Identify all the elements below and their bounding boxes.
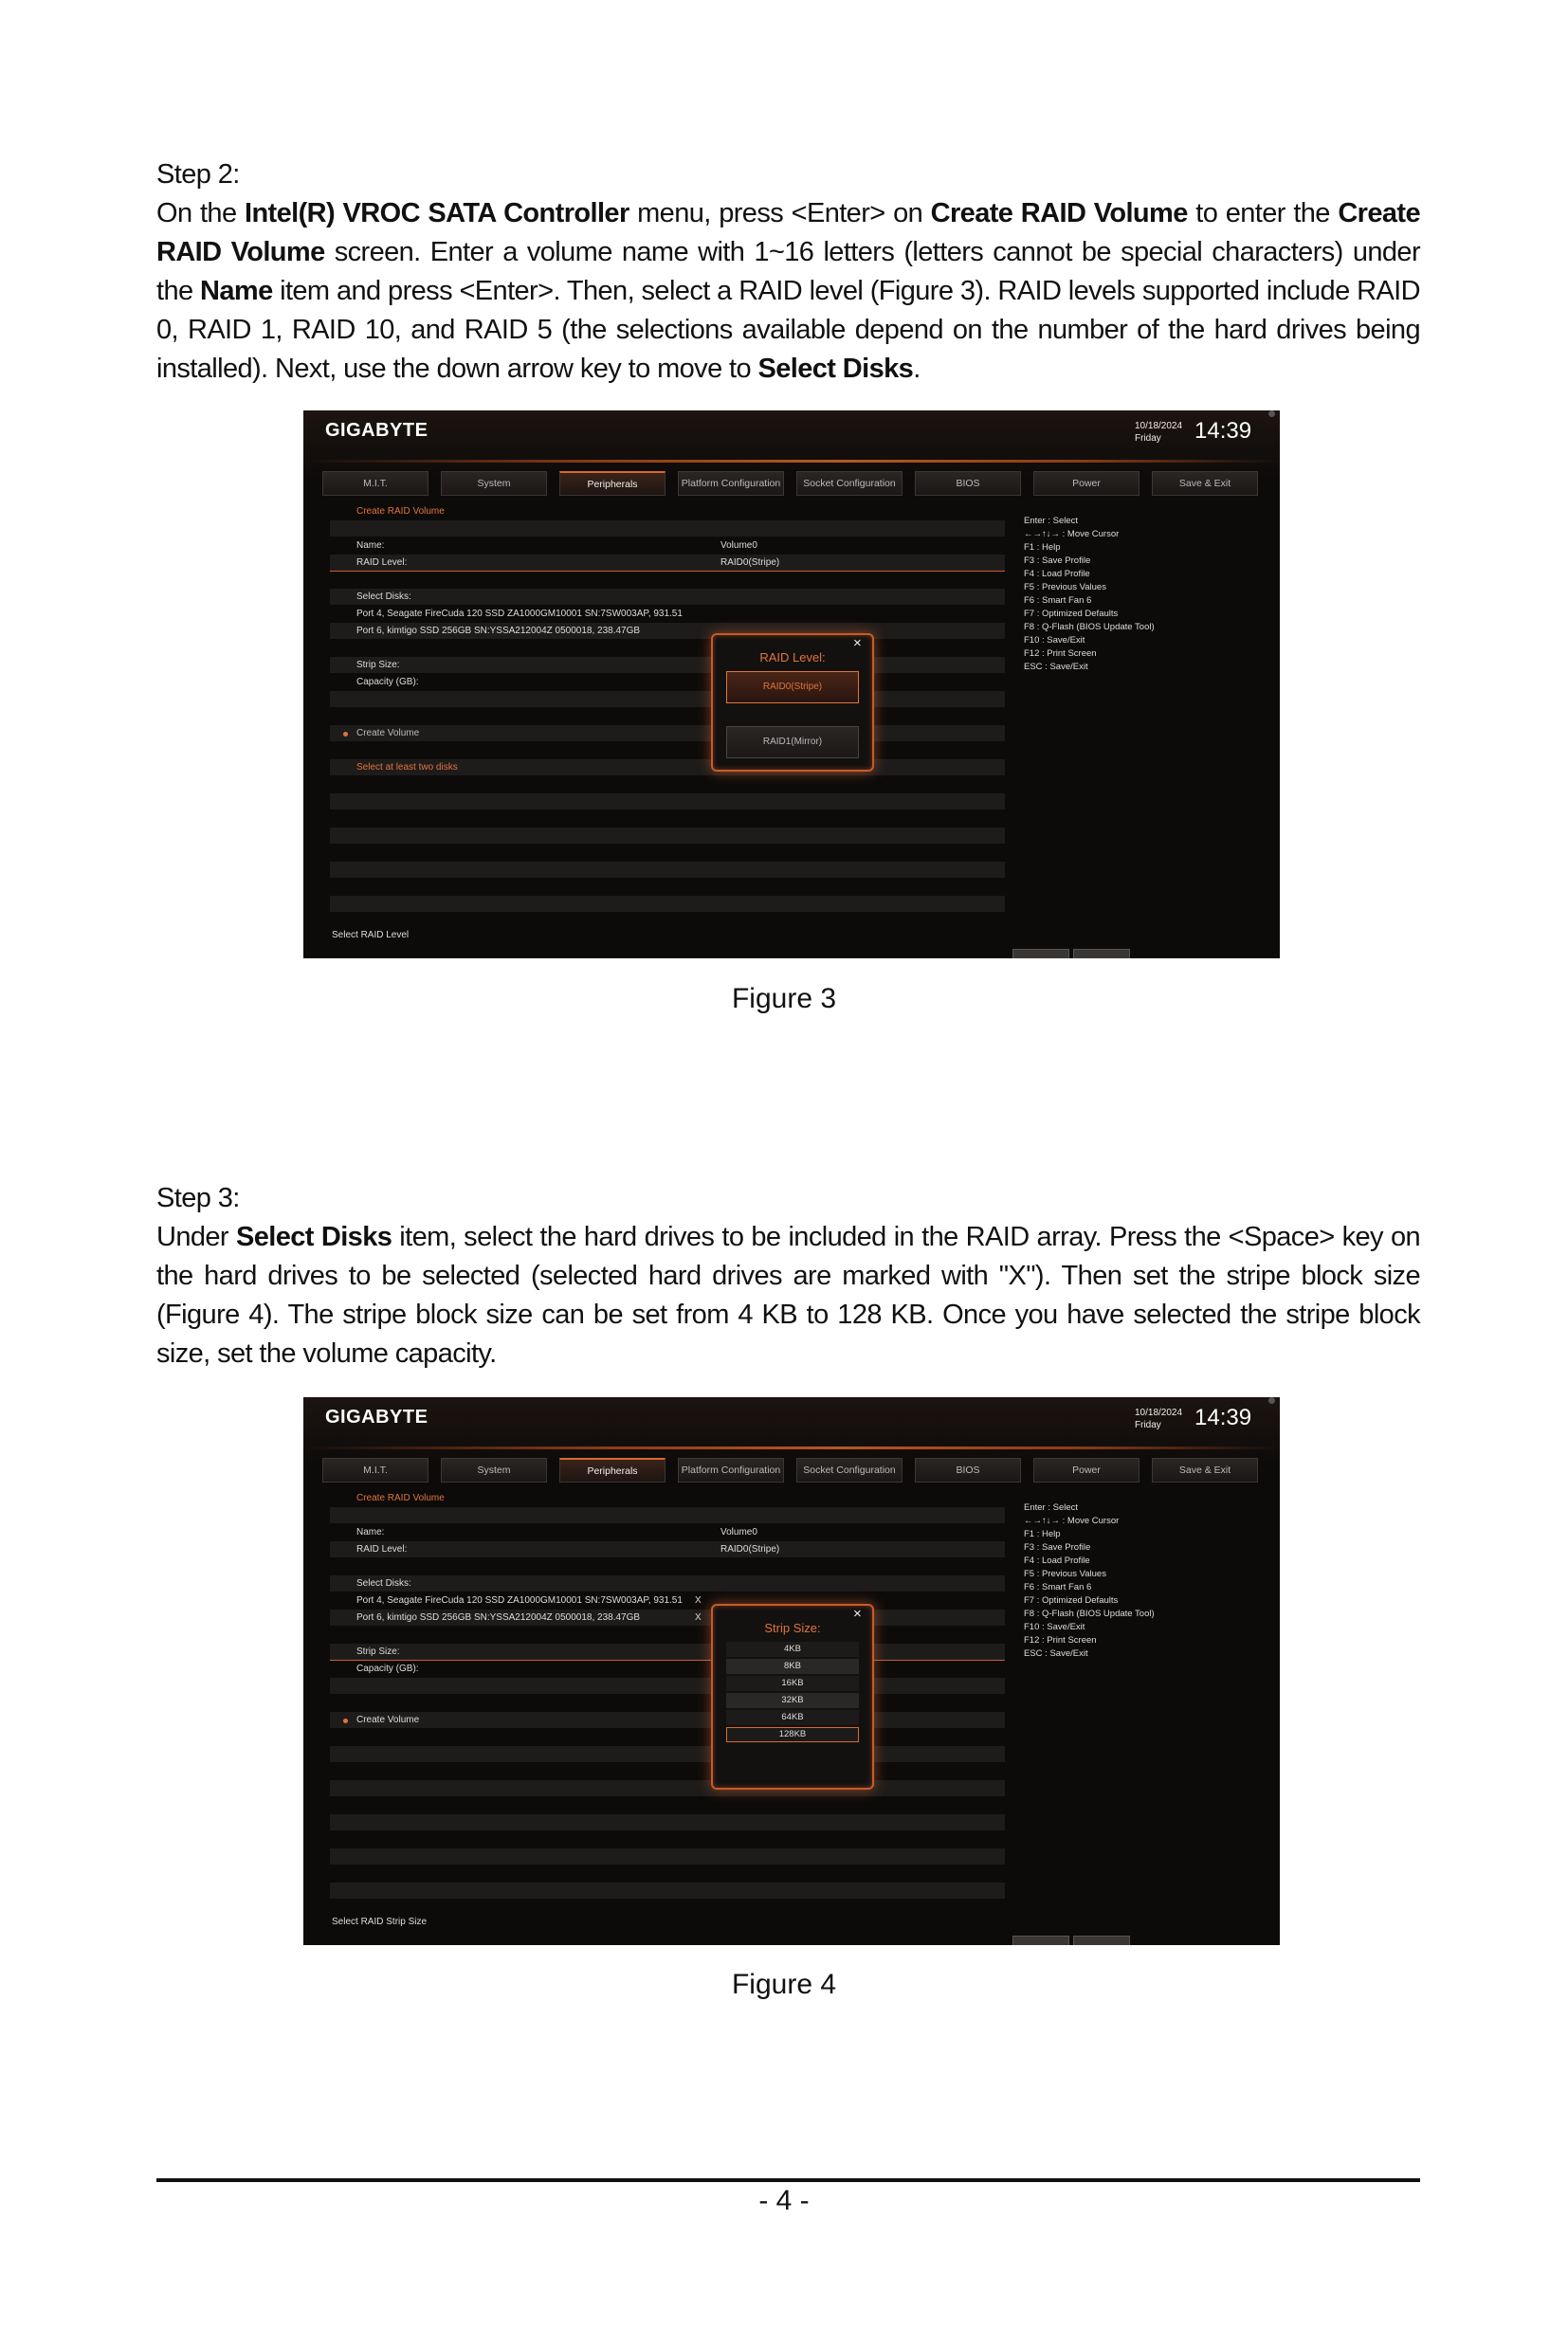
help-line: F10 : Save/Exit (1024, 635, 1085, 646)
row (330, 793, 1005, 810)
strip-size-label: Strip Size: (356, 1647, 400, 1657)
help-line: F8 : Q-Flash (BIOS Update Tool) (1024, 1609, 1155, 1619)
row (330, 589, 1005, 605)
create-volume-item[interactable]: Create Volume (356, 1715, 420, 1725)
page-heading: Create RAID Volume (356, 506, 445, 517)
settings-panel (330, 1490, 1005, 1928)
day: Friday (1135, 1420, 1161, 1430)
help-line: F5 : Previous Values (1024, 1569, 1106, 1579)
strip-size-label: Strip Size: (356, 660, 400, 670)
close-icon[interactable]: × (853, 1606, 862, 1622)
tab-power[interactable]: Power (1033, 471, 1140, 496)
tab-system[interactable]: System (441, 1458, 547, 1483)
text: . (913, 354, 921, 384)
tab-bar (322, 471, 1270, 496)
name-value[interactable]: Volume0 (720, 1527, 757, 1538)
raid-level-label: RAID Level: (356, 557, 408, 568)
help-line: Enter : Select (1024, 1502, 1079, 1513)
help-line: Enter : Select (1024, 516, 1079, 526)
help-line: F4 : Load Profile (1024, 1556, 1090, 1566)
row (330, 1883, 1005, 1899)
tab-peripherals[interactable]: Peripherals (559, 471, 665, 496)
status-text: Select RAID Strip Size (332, 1917, 428, 1927)
day: Friday (1135, 433, 1161, 444)
row (330, 1780, 1005, 1796)
help-line: F12 : Print Screen (1024, 648, 1097, 659)
text: item, select the hard drives to be included in the RAID array. Press the <Space> key on the hard drives to be selected (selected hard drives are marked with "X"). Then set the stripe block size (Figure 4). The stripe block size can be set from 4 KB to 128 KB. Once you have selected the stripe block size, set the volume capacity. (156, 1222, 1420, 1369)
disk-port6[interactable]: Port 6, kimtigo SSD 256GB SN:YSSA212004Z 0500018, 238.47GB (356, 626, 641, 636)
row (330, 1848, 1005, 1865)
page-number: - 4 - (758, 2185, 810, 2216)
option-raid0[interactable]: RAID0(Stripe) (726, 671, 859, 703)
clock: 14:39 (1194, 1405, 1252, 1430)
header-glow (303, 1397, 1280, 1464)
strip-option[interactable]: 4KB (726, 1642, 859, 1657)
raid-level-label: RAID Level: (356, 1544, 408, 1555)
row (330, 555, 1005, 572)
row (330, 1712, 1005, 1728)
help-line: F12 : Print Screen (1024, 1635, 1097, 1646)
row (330, 520, 1005, 537)
strip-option[interactable]: 32KB (726, 1693, 859, 1708)
tab-save-exit[interactable]: Save & Exit (1152, 1458, 1258, 1483)
popup-title: RAID Level: (759, 650, 826, 664)
page-heading: Create RAID Volume (356, 1493, 445, 1503)
warning-text: Select at least two disks (356, 762, 458, 773)
tab-peripherals[interactable]: Peripherals (559, 1458, 665, 1483)
bold-term: Name (200, 276, 273, 306)
help-line: ESC : Save/Exit (1024, 662, 1088, 672)
help-line: F1 : Help (1024, 1529, 1061, 1539)
tab-mit[interactable]: M.I.T. (322, 471, 428, 496)
strip-option[interactable]: 64KB (726, 1710, 859, 1725)
tab-system[interactable]: System (441, 471, 547, 496)
bold-term: Create RAID Volume (930, 198, 1188, 228)
disk-port4-mark: X (695, 1595, 702, 1606)
strip-option-selected[interactable]: 128KB (726, 1727, 859, 1742)
help-line: F7 : Optimized Defaults (1024, 609, 1119, 619)
help-line: ESC : Save/Exit (1024, 1648, 1088, 1659)
strip-option[interactable]: 8KB (726, 1659, 859, 1674)
bullet-icon (343, 1719, 348, 1723)
name-label: Name: (356, 1527, 385, 1538)
tab-bios[interactable]: BIOS (915, 471, 1021, 496)
row (330, 1814, 1005, 1830)
row (330, 862, 1005, 878)
smart-fan-button[interactable] (1012, 949, 1069, 958)
q-flash-button[interactable] (1073, 949, 1130, 958)
name-value[interactable]: Volume0 (720, 540, 757, 551)
option-raid1[interactable]: RAID1(Mirror) (726, 726, 859, 758)
header-accent-line (303, 460, 1280, 463)
status-dot (1268, 1397, 1275, 1404)
capacity-label: Capacity (GB): (356, 677, 419, 687)
help-line: ←→↑↓→ : Move Cursor (1024, 1516, 1120, 1526)
tab-platform-configuration[interactable]: Platform Configuration (678, 471, 784, 496)
step3-paragraph (156, 1179, 1420, 1374)
gigabyte-logo: GIGABYTE (325, 1407, 428, 1428)
strip-option[interactable]: 16KB (726, 1676, 859, 1691)
row (330, 1575, 1005, 1592)
row (330, 1541, 1005, 1557)
step2-paragraph (156, 155, 1420, 389)
help-line: F3 : Save Profile (1024, 1542, 1091, 1553)
tab-mit[interactable]: M.I.T. (322, 1458, 428, 1483)
tab-bios[interactable]: BIOS (915, 1458, 1021, 1483)
raid-level-value[interactable]: RAID0(Stripe) (720, 557, 780, 568)
help-line: F10 : Save/Exit (1024, 1622, 1085, 1632)
text: On the (156, 198, 245, 228)
row (330, 657, 1005, 673)
close-icon[interactable]: × (853, 635, 862, 651)
tab-platform-configuration[interactable]: Platform Configuration (678, 1458, 784, 1483)
disk-port4[interactable]: Port 4, Seagate FireCuda 120 SSD ZA1000GM10001 SN:7SW003AP, 931.51 (356, 1595, 683, 1606)
help-line: F6 : Smart Fan 6 (1024, 1582, 1092, 1592)
bold-term: Select Disks (236, 1222, 392, 1252)
help-line: ←→↑↓→ : Move Cursor (1024, 529, 1120, 539)
figure4-caption: Figure 4 (731, 1969, 837, 2000)
settings-panel (330, 503, 1005, 941)
bold-term: Select Disks (757, 354, 914, 384)
row (330, 1678, 1005, 1694)
create-volume-item[interactable]: Create Volume (356, 728, 420, 738)
row (330, 1507, 1005, 1523)
row (330, 1644, 1005, 1661)
help-line: F3 : Save Profile (1024, 555, 1091, 566)
help-line: F6 : Smart Fan 6 (1024, 595, 1092, 606)
text: Under (156, 1222, 237, 1252)
disk-port4[interactable]: Port 4, Seagate FireCuda 120 SSD ZA1000GM10001 SN:7SW003AP, 931.51 (356, 609, 683, 619)
row (330, 896, 1005, 912)
text: menu, press <Enter> on (629, 198, 931, 228)
header-glow (303, 410, 1280, 477)
status-dot (1268, 410, 1275, 417)
date-display (1135, 420, 1182, 445)
status-text: Select RAID Level (332, 930, 410, 940)
date: 10/18/2024 (1135, 421, 1183, 431)
figure4-bios-screenshot (303, 1397, 1280, 1945)
select-disks-label: Select Disks: (356, 1578, 411, 1589)
bold-term: Intel(R) VROC SATA Controller (244, 198, 629, 228)
row (330, 691, 1005, 707)
tab-socket-configuration[interactable]: Socket Configuration (796, 1458, 903, 1483)
bold-term: Create RAID Volume (156, 198, 1420, 267)
figure3-bios-screenshot (303, 410, 1280, 958)
strip-size-popup (711, 1604, 874, 1790)
q-flash-button[interactable] (1073, 1936, 1130, 1945)
row (330, 725, 1005, 741)
capacity-label: Capacity (GB): (356, 1664, 419, 1674)
disk-port6[interactable]: Port 6, kimtigo SSD 256GB SN:YSSA212004Z 0500018, 238.47GB (356, 1612, 641, 1623)
help-line: F1 : Help (1024, 542, 1061, 553)
help-line: F8 : Q-Flash (BIOS Update Tool) (1024, 622, 1155, 632)
tab-power[interactable]: Power (1033, 1458, 1140, 1483)
text: screen. Enter a volume name with 1~16 letters (letters cannot be special characters) under the (156, 237, 1421, 306)
step3-title: Step 3: (156, 1183, 240, 1213)
row (330, 537, 1005, 554)
help-legend (1024, 515, 1155, 674)
tab-socket-configuration[interactable]: Socket Configuration (796, 471, 903, 496)
tab-bar (322, 1458, 1270, 1483)
popup-title: Strip Size: (764, 1621, 821, 1635)
footer-rule (156, 2178, 1420, 2182)
figure3-caption: Figure 3 (731, 983, 837, 1014)
help-line: F5 : Previous Values (1024, 582, 1106, 592)
text: to enter the (1187, 198, 1339, 228)
header-accent-line (303, 1447, 1280, 1449)
step2-title: Step 2: (156, 159, 240, 190)
help-line: F4 : Load Profile (1024, 569, 1090, 579)
row (330, 828, 1005, 844)
raid-level-popup (711, 633, 874, 772)
disk-port6-mark: X (695, 1612, 702, 1623)
date-display (1135, 1407, 1182, 1431)
gigabyte-logo: GIGABYTE (325, 420, 428, 441)
text: item and press <Enter>. Then, select a RAID level (Figure 3). RAID levels supported include RAID 0, RAID 1, RAID 10, and RAID 5 (the selections available depend on the number of the hard drives being installed). Next, use the down arrow key to move to (156, 276, 1420, 384)
row (330, 1746, 1005, 1762)
smart-fan-button[interactable] (1012, 1936, 1069, 1945)
name-label: Name: (356, 540, 385, 551)
bullet-icon (343, 732, 348, 737)
raid-level-value[interactable]: RAID0(Stripe) (720, 1544, 780, 1555)
help-legend (1024, 1501, 1155, 1661)
clock: 14:39 (1194, 418, 1252, 444)
tab-save-exit[interactable]: Save & Exit (1152, 471, 1258, 496)
select-disks-label: Select Disks: (356, 591, 411, 602)
date: 10/18/2024 (1135, 1408, 1183, 1418)
help-line: F7 : Optimized Defaults (1024, 1595, 1119, 1606)
